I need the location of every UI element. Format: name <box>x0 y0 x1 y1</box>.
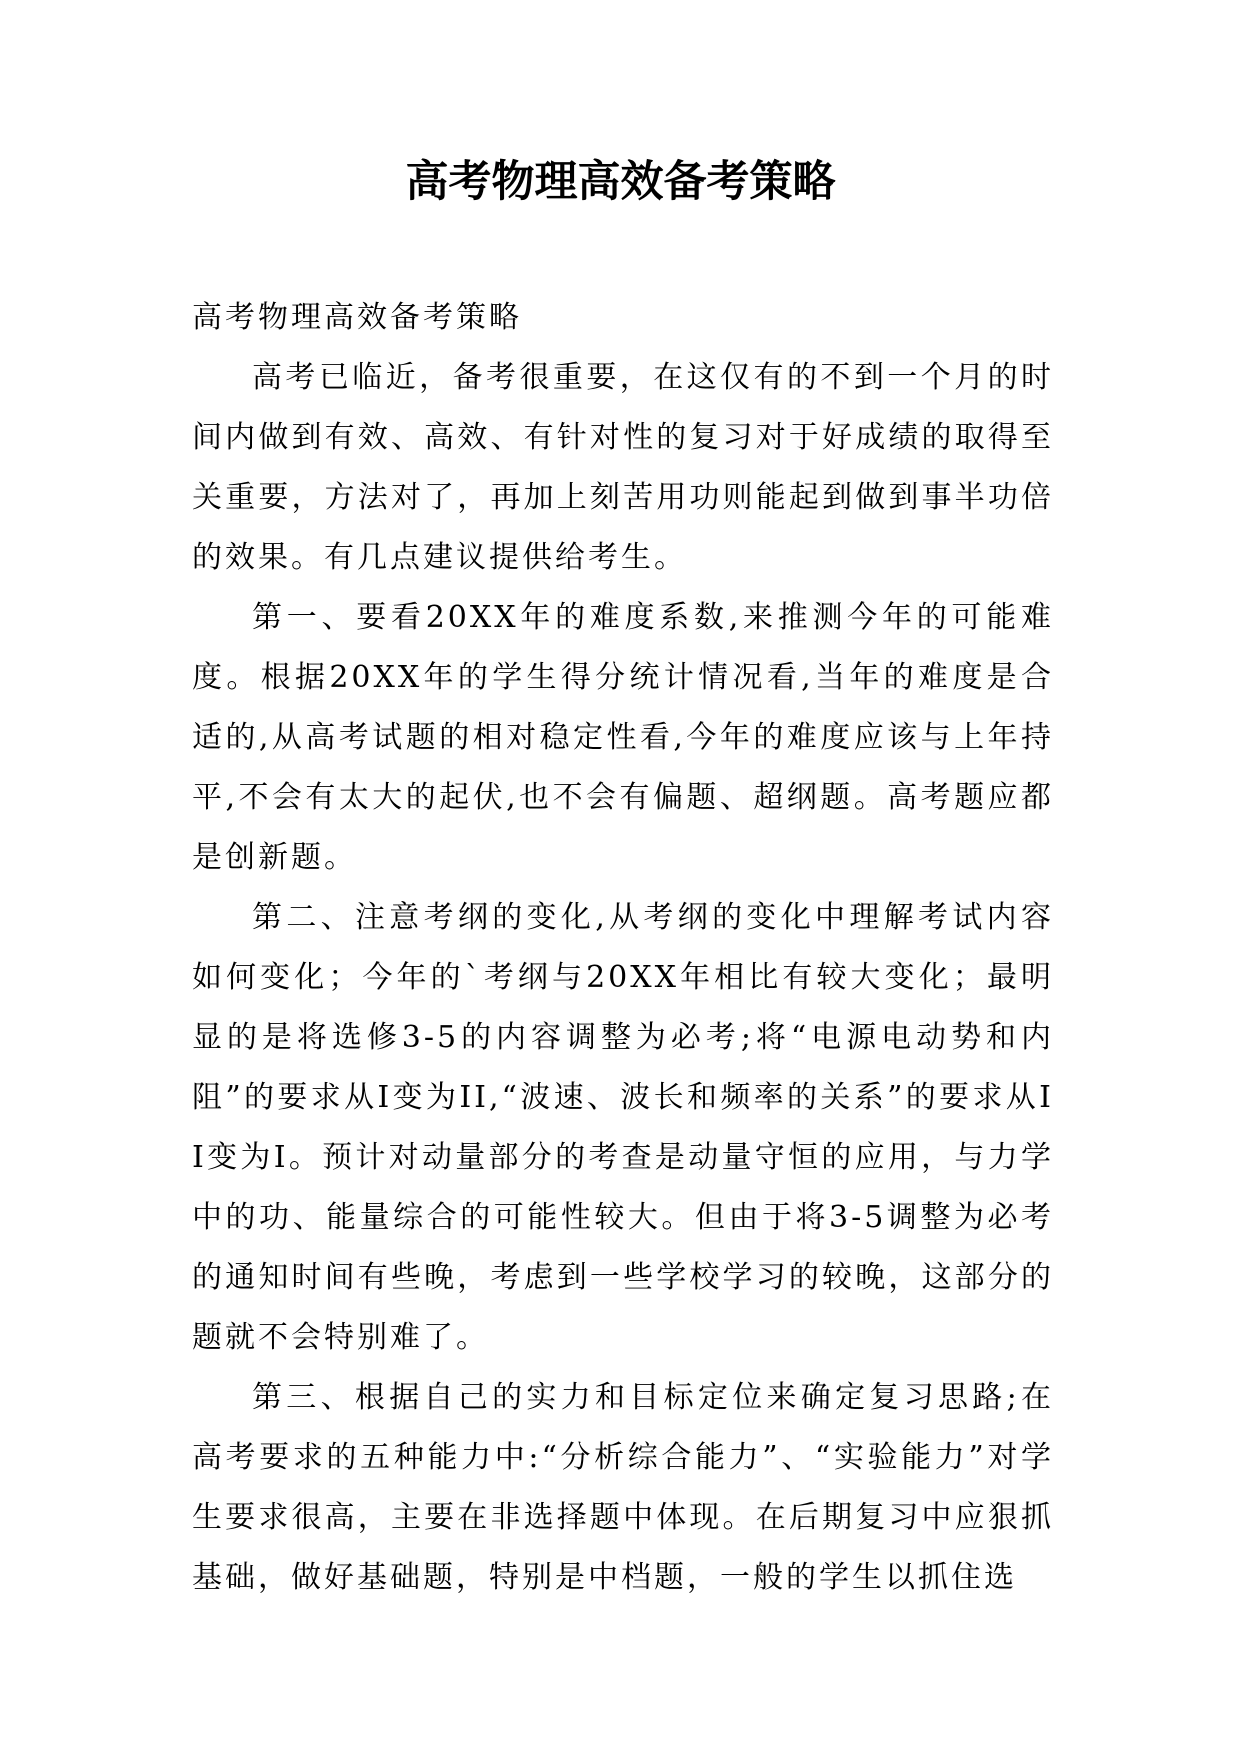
paragraph-third-point: 第三、根据自己的实力和目标定位来确定复习思路;在高考要求的五种能力中:“分析综合能力”、“实验能力”对学生要求很高，主要在非选择题中体现。在后期复习中应狠抓基础，做好基础题，特别是中档题，一般的学生以抓住选 <box>192 1380 1054 1595</box>
document-subtitle: 高考物理高效备考策略 <box>192 300 522 335</box>
paragraph-intro: 高考已临近，备考很重要，在这仅有的不到一个月的时间内做到有效、高效、有针对性的复习对于好成绩的取得至关重要，方法对了，再加上刻苦用功则能起到做到事半功倍的效果。有几点建议提供给考生。 <box>192 360 1054 575</box>
paragraph-first-point: 第一、要看20XX年的难度系数,来推测今年的可能难度。根据20XX年的学生得分统计情况看,当年的难度是合适的,从高考试题的相对稳定性看,今年的难度应该与上年持平,不会有太大的起伏,也不会有偏题、超纲题。高考题应都是创新题。 <box>192 600 1054 875</box>
paragraph-second-point: 第二、注意考纲的变化,从考纲的变化中理解考试内容如何变化；今年的`考纲与20XX年相比有较大变化；最明显的是将选修3-5的内容调整为必考;将“电源电动势和内阻”的要求从Ⅰ变为II,“波速、波长和频率的关系”的要求从II变为Ⅰ。预计对动量部分的考查是动量守恒的应用，与力学中的功、能量综合的可能性较大。但由于将3-5调整为必考的通知时间有些晚，考虑到一些学校学习的较晚，这部分的题就不会特别难了。 <box>192 900 1054 1355</box>
document-body <box>192 288 1054 1608</box>
document-title: 高考物理高效备考策略 <box>405 157 836 207</box>
